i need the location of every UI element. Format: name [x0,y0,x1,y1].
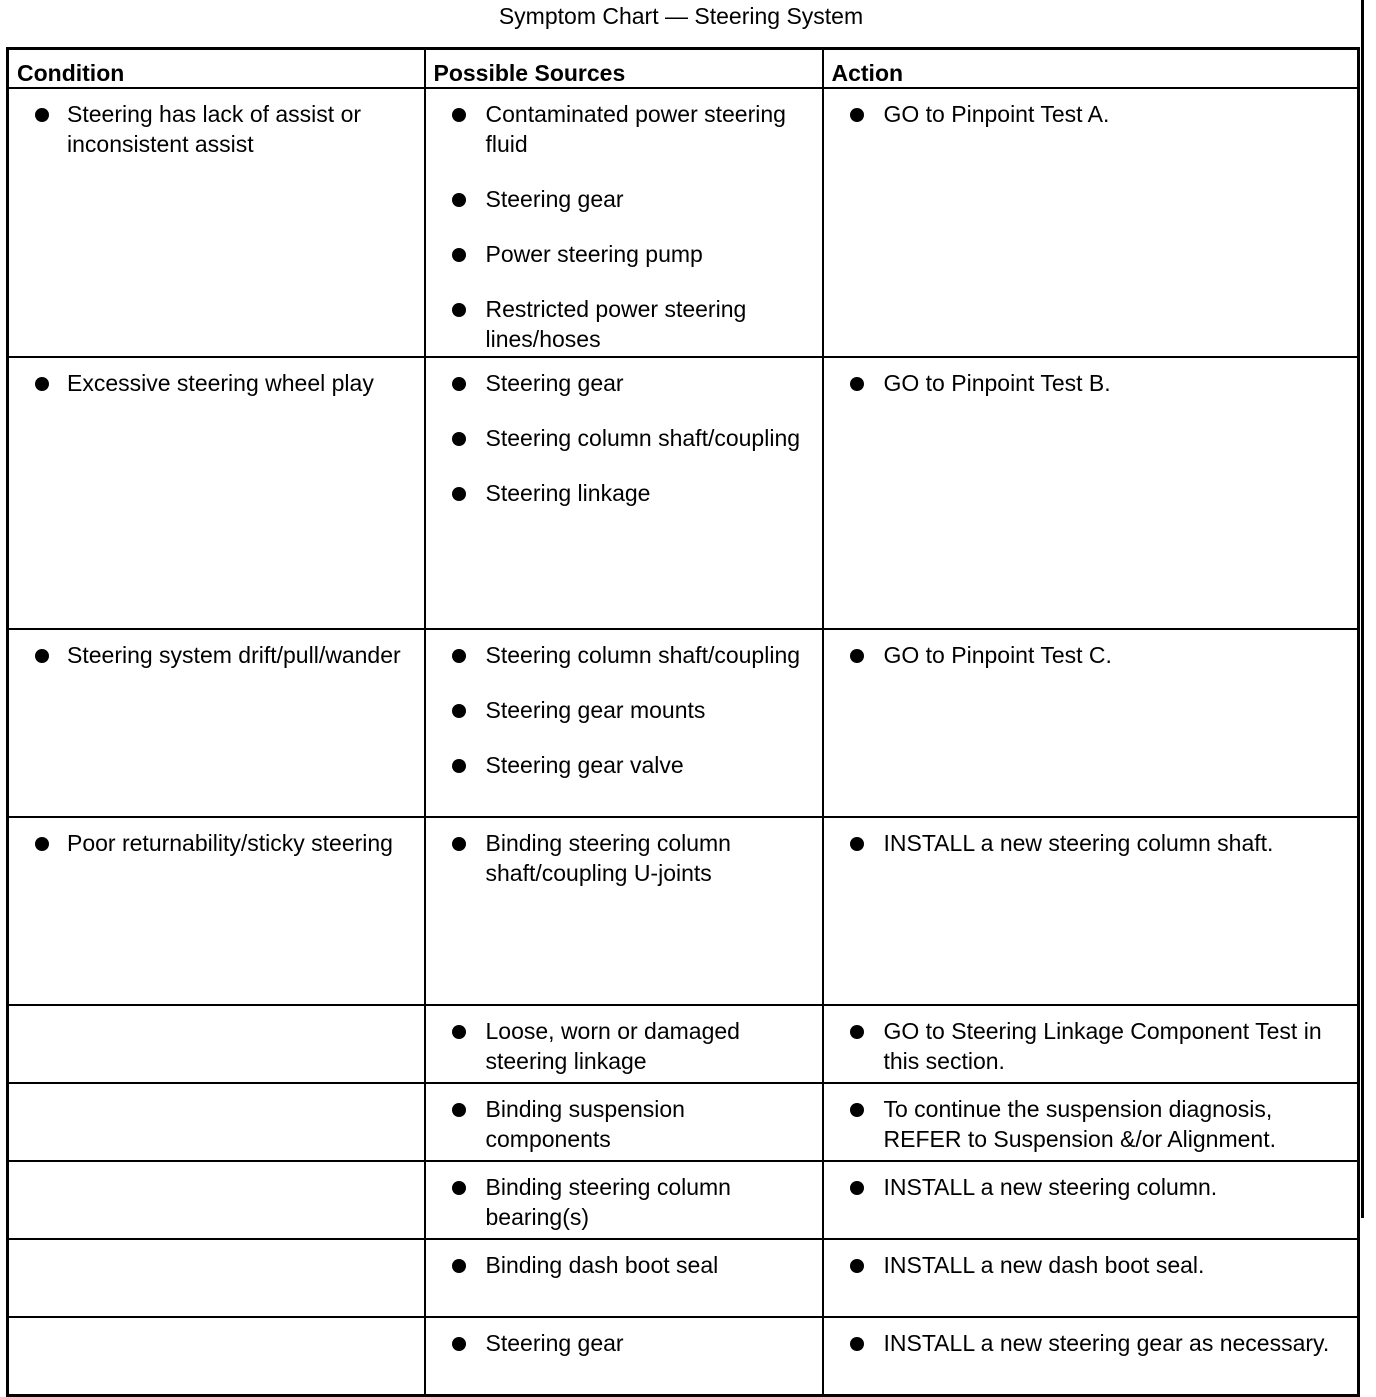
list-item [426,1172,814,1232]
list-item-text: Poor returnability/sticky steering [67,830,393,856]
condition-cell [8,817,425,1005]
bullet-list [426,358,822,510]
list-item [9,640,416,670]
bullet-icon [35,377,49,391]
bullet-icon [452,108,466,122]
bullet-list [824,818,1358,860]
bullet-list [9,1084,424,1096]
header-action: Action [823,49,1359,89]
bullet-icon [850,1259,864,1273]
possible-sources-cell [425,357,823,629]
bullet-icon [452,193,466,207]
bullet-icon [850,1103,864,1117]
bullet-icon [452,837,466,851]
list-item [426,423,814,453]
bullet-icon [35,649,49,663]
bullet-list [824,1240,1358,1282]
table-row [8,629,1359,817]
bullet-list [426,1006,822,1078]
bullet-icon [35,837,49,851]
bullet-icon [452,1025,466,1039]
list-item-text: Restricted power steering lines/hoses [485,296,747,352]
list-item [426,1016,814,1076]
bullet-list [426,1240,822,1282]
list-item [426,1250,814,1280]
bullet-list [426,1162,822,1234]
list-item-text: Steering gear valve [485,752,684,778]
list-item-text: GO to Pinpoint Test C. [883,642,1112,668]
bullet-list [824,1006,1358,1078]
header-condition: Condition [8,49,425,89]
list-item [426,750,814,780]
list-item-text: Steering gear mounts [485,697,706,723]
list-item [426,828,814,888]
page-edge-rule [1361,0,1364,1218]
condition-cell [8,1161,425,1239]
list-item [824,1328,1350,1358]
list-item-text: INSTALL a new steering column shaft. [883,830,1274,856]
bullet-icon [452,649,466,663]
list-item [824,1250,1350,1280]
bullet-list [9,1240,424,1252]
bullet-icon [850,108,864,122]
table-row [8,1161,1359,1239]
bullet-icon [452,432,466,446]
bullet-list [9,1162,424,1174]
table-row [8,1239,1359,1317]
header-row [8,49,1359,89]
action-cell [823,1083,1359,1161]
list-item-text: GO to Steering Linkage Component Test in this section. [883,1018,1322,1074]
bullet-list [824,1318,1358,1360]
table-row [8,88,1359,357]
list-item-text: INSTALL a new dash boot seal. [883,1252,1205,1278]
list-item [426,695,814,725]
table-row [8,817,1359,1005]
bullet-icon [850,1181,864,1195]
list-item-text: To continue the suspension diagnosis, REFER to Suspension &/or Alignment. [883,1096,1276,1152]
bullet-icon [452,377,466,391]
list-item-text: Steering linkage [485,480,651,506]
bullet-icon [452,487,466,501]
list-item [824,99,1350,129]
list-item-text: Excessive steering wheel play [67,370,374,396]
bullet-list [824,1084,1358,1156]
condition-cell [8,1239,425,1317]
list-item-text: INSTALL a new steering gear as necessary. [883,1330,1330,1356]
possible-sources-cell [425,817,823,1005]
list-item-text: Binding steering column bearing(s) [485,1174,731,1230]
action-cell [823,357,1359,629]
list-item-text: Steering gear [485,370,624,396]
list-item-text: Steering column shaft/coupling [485,425,801,451]
table-row [8,1005,1359,1083]
possible-sources-cell [425,1317,823,1395]
list-item [824,640,1350,670]
list-item [426,294,814,354]
list-item-text: Power steering pump [485,241,703,267]
table-row [8,357,1359,629]
bullet-list [9,818,424,860]
list-item-text: Binding suspension components [485,1096,685,1152]
list-item [426,1094,814,1154]
list-item [426,640,814,670]
list-item-text: Steering system drift/pull/wander [67,642,401,668]
bullet-icon [452,1181,466,1195]
list-item [426,368,814,398]
bullet-list [9,630,424,672]
bullet-icon [452,303,466,317]
bullet-list [9,358,424,400]
list-item-text: Steering column shaft/coupling [485,642,801,668]
possible-sources-cell [425,1239,823,1317]
condition-cell [8,1083,425,1161]
action-cell [823,1161,1359,1239]
bullet-list [9,1006,424,1018]
list-item-text: Binding dash boot seal [485,1252,719,1278]
list-item [426,184,814,214]
list-item-text: Loose, worn or damaged steering linkage [485,1018,740,1074]
possible-sources-cell [425,1161,823,1239]
bullet-icon [850,1337,864,1351]
list-item-text: GO to Pinpoint Test B. [883,370,1111,396]
bullet-icon [850,1025,864,1039]
bullet-icon [850,837,864,851]
bullet-icon [452,248,466,262]
bullet-list [426,89,822,356]
header-possible-sources: Possible Sources [425,49,823,89]
bullet-list [9,89,424,161]
list-item [9,828,416,858]
list-item-text: Contaminated power steering fluid [485,101,786,157]
bullet-list [426,1318,822,1360]
bullet-icon [452,1259,466,1273]
list-item [824,1094,1350,1154]
bullet-icon [850,649,864,663]
bullet-list [824,358,1358,400]
bullet-list [9,1318,424,1330]
list-item [426,99,814,159]
list-item [9,99,416,159]
list-item-text: Steering gear [485,186,624,212]
bullet-list [426,630,822,782]
possible-sources-cell [425,1083,823,1161]
action-cell [823,817,1359,1005]
symptom-chart-table [6,47,1360,1397]
action-cell [823,1005,1359,1083]
bullet-icon [452,1337,466,1351]
bullet-list [426,818,822,890]
action-cell [823,1317,1359,1395]
list-item-text: GO to Pinpoint Test A. [883,101,1110,127]
condition-cell [8,357,425,629]
possible-sources-cell [425,1005,823,1083]
list-item [824,1016,1350,1076]
list-item [824,1172,1350,1202]
list-item [426,1328,814,1358]
bullet-list [824,630,1358,672]
list-item-text: Binding steering column shaft/coupling U-joints [485,830,731,886]
list-item [824,828,1350,858]
list-item [426,478,814,508]
bullet-list [824,89,1358,131]
condition-cell [8,1005,425,1083]
bullet-list [426,1084,822,1156]
bullet-icon [452,704,466,718]
table-row [8,1083,1359,1161]
page-title: Symptom Chart — Steering System [498,3,864,29]
bullet-icon [452,1103,466,1117]
possible-sources-cell [425,88,823,357]
bullet-icon [850,377,864,391]
list-item-text: Steering gear [485,1330,624,1356]
list-item-text: INSTALL a new steering column. [883,1174,1218,1200]
list-item [824,368,1350,398]
bullet-list [824,1162,1358,1204]
list-item-text: Steering has lack of assist or inconsistent assist [67,101,362,157]
bullet-icon [35,108,49,122]
action-cell [823,629,1359,817]
list-item [426,239,814,269]
list-item [9,368,416,398]
action-cell [823,88,1359,357]
action-cell [823,1239,1359,1317]
possible-sources-cell [425,629,823,817]
condition-cell [8,1317,425,1395]
table-row [8,1317,1359,1395]
condition-cell [8,88,425,357]
bullet-icon [452,759,466,773]
condition-cell [8,629,425,817]
